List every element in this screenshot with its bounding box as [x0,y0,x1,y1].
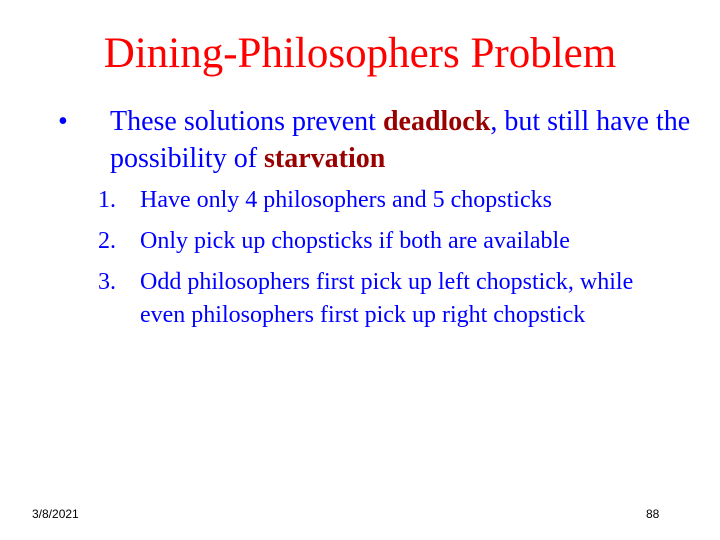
footer-date: 3/8/2021 [32,507,79,521]
bullet-icon: • [58,106,68,137]
slide-title: Dining-Philosophers Problem [103,30,617,77]
list-item-text: Only pick up chopsticks if both are available [140,228,570,254]
emphasis-deadlock: deadlock [382,106,491,137]
bullet-text [110,103,700,177]
bullet-text-start: These solutions prevent [110,106,383,137]
list-item-text: Have only 4 philosophers and 5 chopsticks [140,187,552,213]
list-item-number: 3. [98,269,116,295]
list-item-text: Odd philosophers first pick up left chopstick, while even philosophers first pick up right chopstick [140,269,634,328]
list-item-number: 1. [98,187,116,213]
list-item-number: 2. [98,228,116,254]
page-number: 88 [646,507,660,521]
bullet-text-middle: , but still have the possibility of [110,106,691,174]
emphasis-starvation: starvation [264,143,386,174]
